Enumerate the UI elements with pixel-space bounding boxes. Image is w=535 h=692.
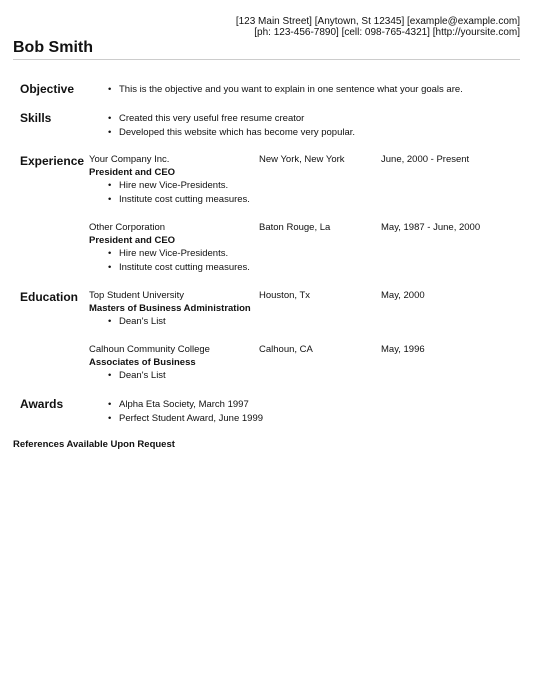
entry-location: New York, New York: [259, 154, 345, 165]
entry-dates: May, 1987 - June, 2000: [381, 222, 481, 233]
education-heading: Education: [20, 290, 79, 304]
entry-organization: Other Corporation: [89, 222, 166, 233]
objective-heading: Objective: [20, 82, 75, 96]
awards-list: [89, 398, 519, 426]
bullet-item: • Institute cost cutting measures.: [89, 193, 519, 207]
skills-list: [89, 112, 519, 140]
entry-organization: Top Student University: [89, 290, 185, 301]
bullet-item: • Dean's List: [89, 315, 519, 329]
entry-organization: Calhoun Community College: [89, 344, 210, 355]
resume-name: Bob Smith: [13, 39, 93, 56]
entry-header-row: [89, 343, 519, 356]
entry-bullets: [89, 179, 519, 207]
entry-header-row: [89, 289, 519, 302]
skill-item: • Developed this website which has become very popular.: [89, 126, 519, 140]
bullet-item: • Hire new Vice-Presidents.: [89, 179, 519, 193]
skill-item: • Created this very useful free resume creator: [89, 112, 519, 126]
award-item: • Perfect Student Award, June 1999: [89, 412, 519, 426]
bullet-item: • Dean's List: [89, 369, 519, 383]
references-note: References Available Upon Request: [13, 439, 175, 450]
entry-location: Calhoun, CA: [259, 344, 313, 355]
entry-bullets: [89, 315, 519, 329]
awards-heading: Awards: [20, 397, 64, 411]
education-entry: [89, 343, 519, 383]
entry-degree: Associates of Business: [89, 357, 196, 368]
experience-entry: [89, 221, 519, 275]
entry-bullets: [89, 247, 519, 275]
entry-header-row: [89, 153, 519, 166]
experience-heading: Experience: [20, 154, 85, 168]
entry-dates: June, 2000 - Present: [381, 154, 470, 165]
entry-role: President and CEO: [89, 235, 176, 246]
education-entry: [89, 289, 519, 329]
contact-phone-line: [ph: 123-456-7890] [cell: 098-765-4321] [http://yoursite.com]: [254, 27, 520, 38]
header-divider: [13, 59, 520, 60]
entry-location: Houston, Tx: [259, 290, 311, 301]
experience-entry: [89, 153, 519, 207]
contact-info: [236, 16, 520, 38]
award-item: • Alpha Eta Society, March 1997: [89, 398, 519, 412]
entry-header-row: [89, 221, 519, 234]
entry-role: President and CEO: [89, 167, 176, 178]
entry-bullets: [89, 369, 519, 383]
entry-degree: Masters of Business Administration: [89, 303, 251, 314]
entry-organization: Your Company Inc.: [89, 154, 170, 165]
objective-list: [89, 83, 519, 97]
bullet-item: • Hire new Vice-Presidents.: [89, 247, 519, 261]
entry-location: Baton Rouge, La: [259, 222, 331, 233]
entry-dates: May, 2000: [381, 290, 425, 301]
entry-dates: May, 1996: [381, 344, 425, 355]
contact-address-line: [123 Main Street] [Anytown, St 12345] [example@example.com]: [235, 16, 520, 27]
bullet-item: • Institute cost cutting measures.: [89, 261, 519, 275]
objective-item: • This is the objective and you want to explain in one sentence what your goals are.: [89, 83, 519, 97]
skills-heading: Skills: [20, 111, 52, 125]
